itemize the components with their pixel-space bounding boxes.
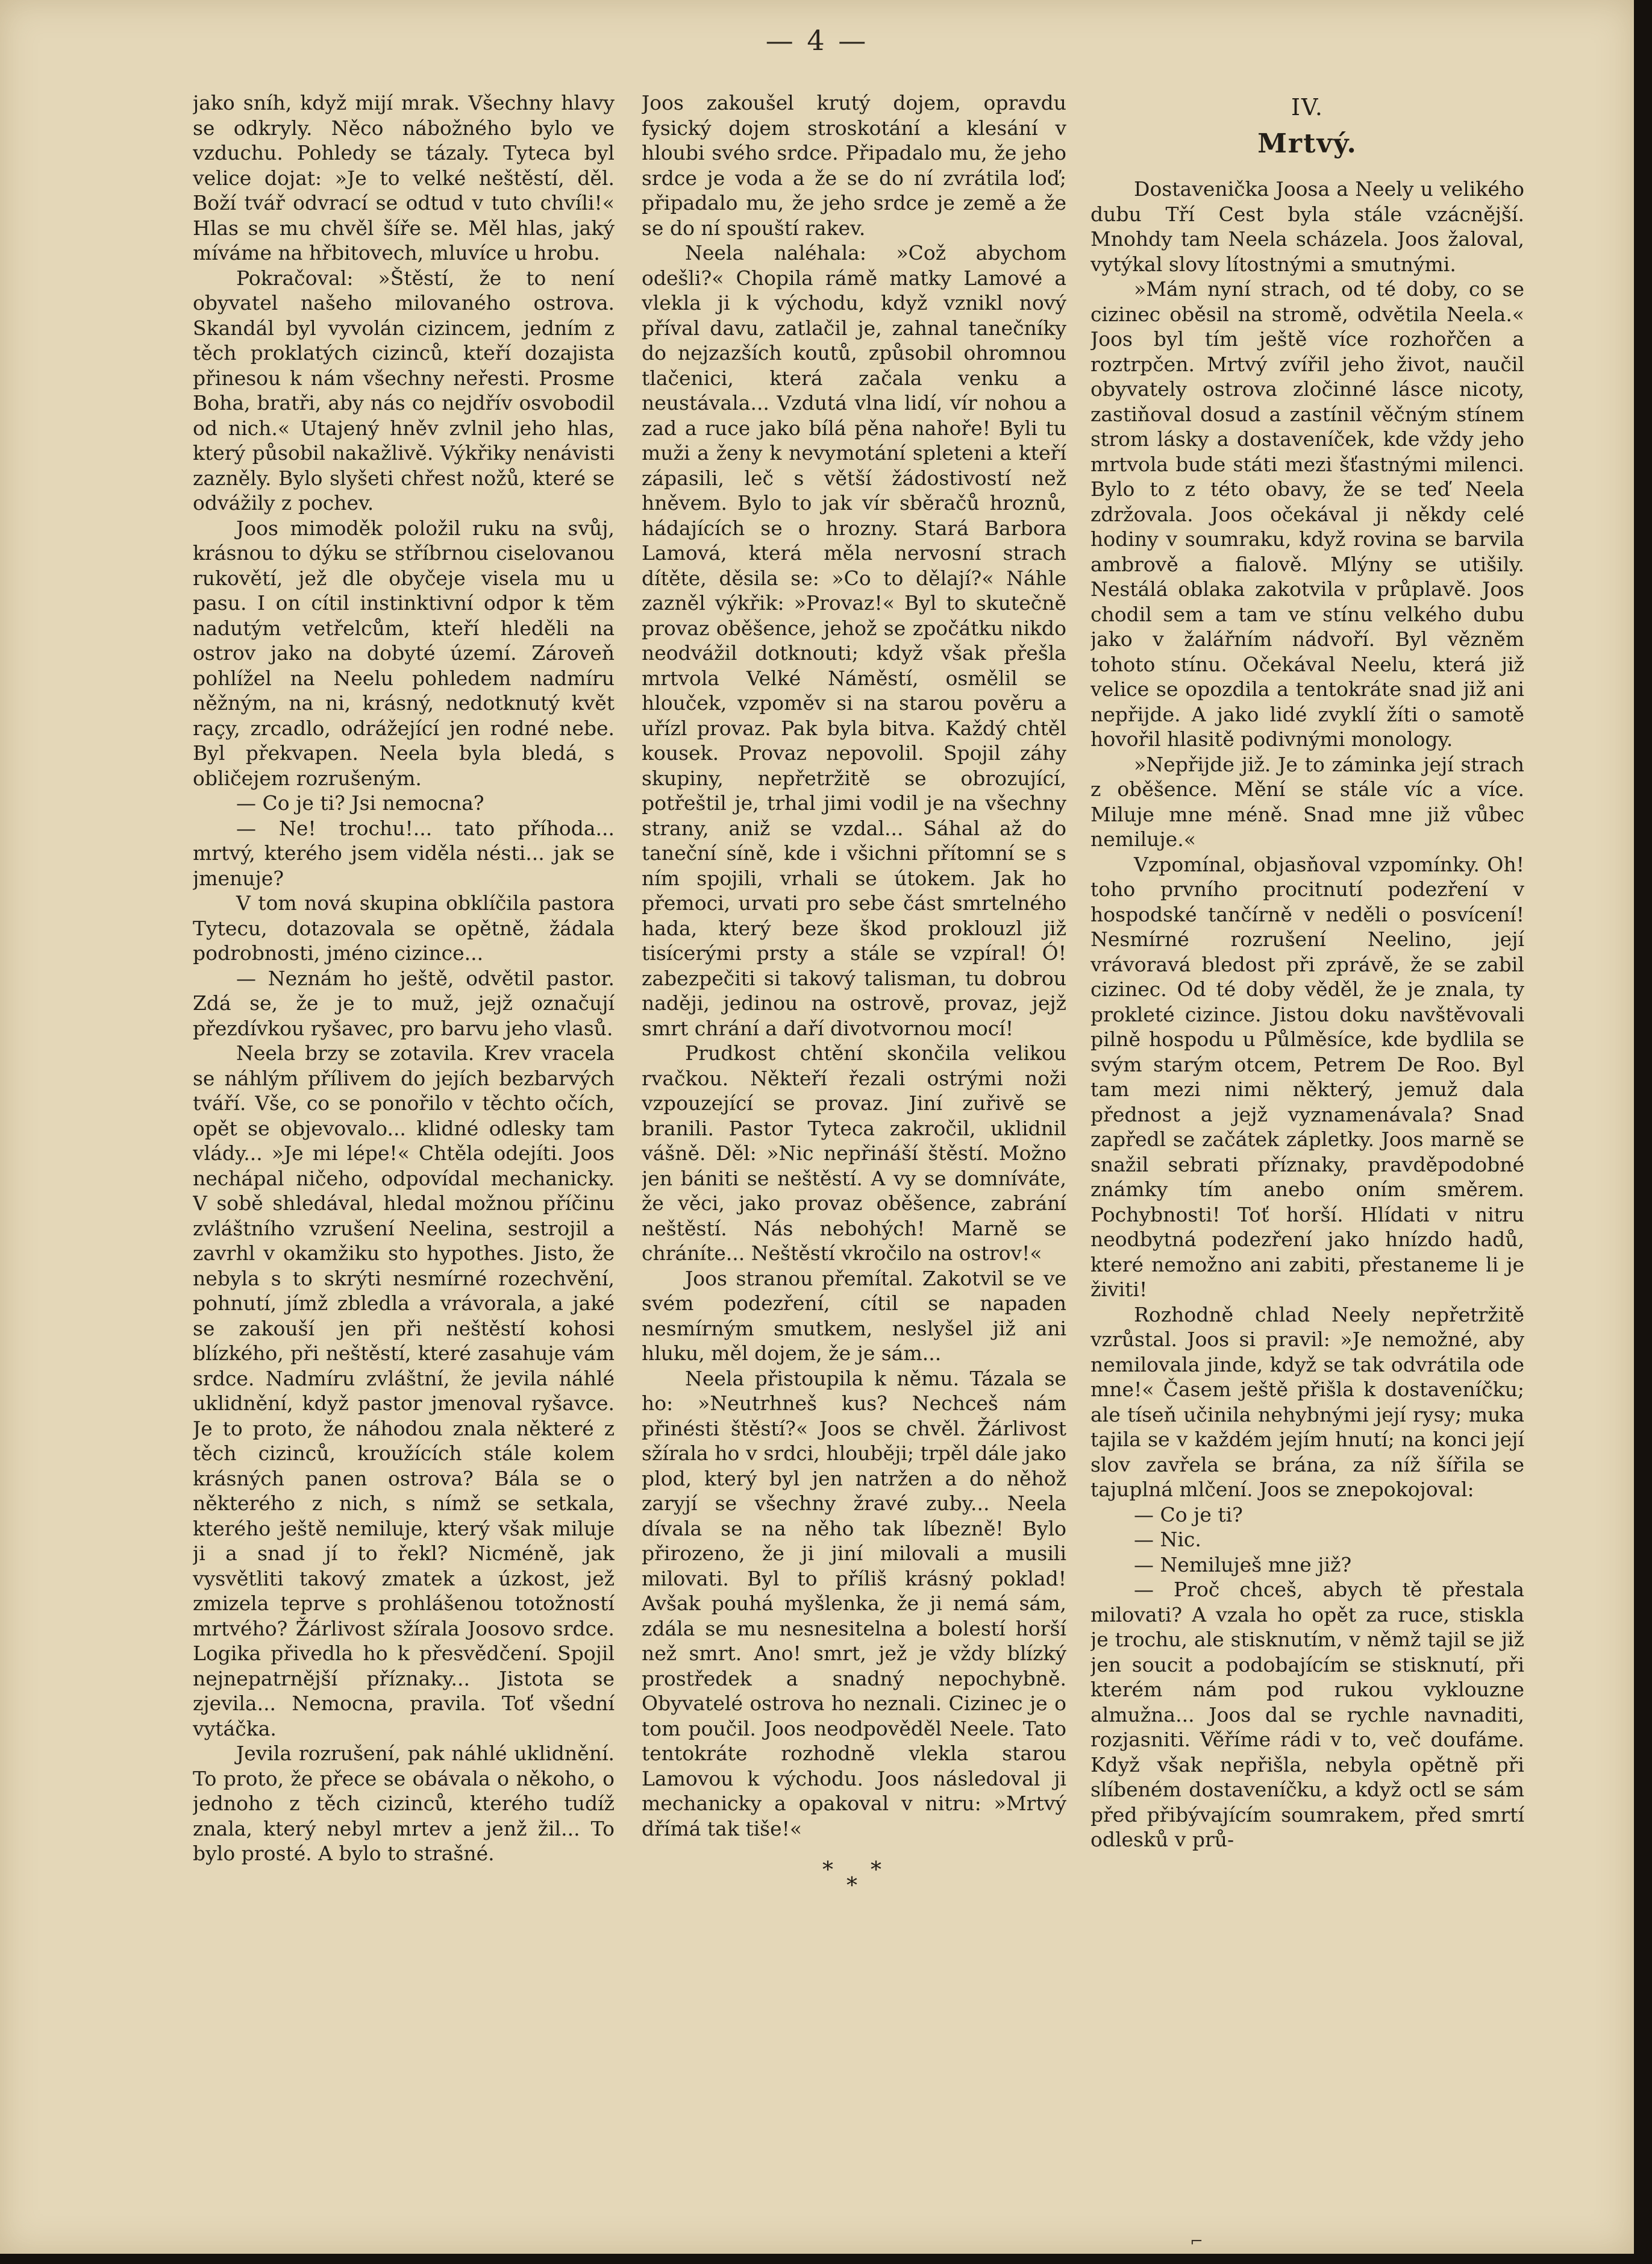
paragraph: Pokračoval: »Štěstí, že to není obyvatel našeho milovaného ostrova. Skandál byl vyvolán cizincem, jedním z těch proklatých cizinců, kteří dozajista přinesou k nám všechny neřesti. Prosme Boha, bratři, aby nás co nejdřív osvobodil od nich.« Utajený hněv zvlnil jeho hlas, který působil nakažlivě. Výkřiky nenávisti zazněly. Bylo slyšeti chřest nožů, které se odvážily z pochev. (193, 266, 615, 515)
scan-edge-bottom (0, 2254, 1652, 2264)
text-column-2 (642, 90, 1066, 2163)
paragraph: Rozhodně chlad Neely nepřetržitě vzrůstal. Joos si pravil: »Je nemožné, aby nemilovala jinde, když se tak odvrátila ode mne!« Časem ještě přišla k dostaveníčku; ale tíseň učinila nehybnými její rysy; muka tajila se v každém jejím hnutí; na konci její slov zavřela se brána, za níž šířila se tajuplná mlčení. Joos se znepokojoval: (1090, 1302, 1524, 1501)
paragraph: Vzpomínal, objasňoval vzpomínky. Oh! toho prvního procitnutí podezření v hospodské tančírně v neděli o posvícení! Nesmírné rozrušení Neelino, její vrávoravá bledost při zprávě, že se zabil cizinec. Od té doby věděl, že je znala, ty prokleté cizince. Jistou doku navštěvovali pilně hospodu u Půlměsíce, kde bydlila se svým starým otcem, Petrem De Roo. Byl tam mezi nimi některý, jemuž dala přednost a jejž vyznamenávala? Snad zapředl se začátek zápletky. Joos marně se snažil sebrati příznaky, pravděpodobné známky tím anebo oním směrem. Pochybnosti! Toť horší. Hlídati v nitru neodbytná podezření jako hnízdo hadů, které nemožno ani zabiti, přestaneme li je živiti! (1090, 852, 1524, 1301)
paragraph: »Mám nyní strach, od té doby, co se cizinec oběsil na stromě, odvětila Neela.« Joos byl tím ještě více rozhořčen a roztrpčen. Mrtvý zvířil jeho život, naučil obyvately ostrova zločinné lásce nicoty, zastiňoval dosud a zastínil věčným stínem strom lásky a dostaveníček, kde vždy jeho mrtvola bude státi mezi šťastnými milenci. Bylo to z této obavy, že se teď Neela zdržovala. Joos očekával ji někdy celé hodiny v soumraku, když rovina se barvila ambrově a fialově. Mlýny se utišily. Nestálá oblaka zakotvila v průplavě. Joos chodil sem a tam ve stínu velkého dubu jako v žalářním nádvoří. Byl vězněm tohoto stínu. Očekával Neelu, která již velice se opozdila a tentokráte snad již ani nepřijde. A jako lidé zvyklí žíti o samotě hovořil hlasitě podivnými monology. (1090, 277, 1524, 751)
dialogue-line: — Ne! trochu!... tato příhoda... mrtvý, kterého jsem viděla nésti... jak se jmenuje? (193, 816, 615, 890)
section-separator (642, 1858, 1066, 1906)
asterisk-ornament: * (871, 1858, 881, 1883)
paragraph: »Nepřijde již. Je to záminka její strach z oběšence. Mění se stále víc a více. Miluje mne méně. Snad mne již vůbec nemiluje.« (1090, 752, 1524, 851)
paragraph: Joos zakoušel krutý dojem, opravdu fysický dojem stroskotání a klesání v hloubi svého srdce. Připadalo mu, že jeho srdce je voda a že se do ní zvrátila loď; připadalo mu, že jeho srdce je země a že se do ní spouští rakev. (642, 91, 1066, 240)
paragraph: Prudkost chtění skončila velikou rvačkou. Někteří řezali ostrými noži vzpouzející se provaz. Jiní zuřivě se branili. Pastor Tyteca zakročil, uklidnil vášně. Děl: »Nic nepřináší štěstí. Možno jen bániti se neštěstí. A vy se domníváte, že věci, jako provaz oběšence, zabrání neštěstí. Nás nebohých! Marně se chráníte... Neštěstí vkročilo na ostrov!« (642, 1041, 1066, 1265)
asterisk-ornament: * (822, 1858, 833, 1883)
dialogue-line: — Nemiluješ mne již? (1134, 1552, 1352, 1576)
text-column-3 (1090, 90, 1524, 2163)
paragraph: — Proč chceš, abych tě přestala milovati? A vzala ho opět za ruce, stiskla je trochu, ale stisknutím, v němž tajil se již jen soucit a podobajícím se stisknutí, při kterém nám pod rukou vyklouzne almužna... Joos dal se rychle navnaditi, rozjasniti. Věříme rádi v to, več doufáme. Když však nepřišla, nebyla opětně při slíbeném dostaveníčku, a když octl se sám před přibývajícím soumrakem, před smrtí odlesků v prů- (1090, 1578, 1524, 1851)
chapter-title: Mrtvý. (1257, 128, 1357, 159)
asterisk-ornament: * (846, 1874, 857, 1898)
paragraph: Dostavenička Joosa a Neely u velikého dubu Tří Cest byla stále vzácnější. Mnohdy tam Neela scházela. Joos žaloval, vytýkal slovy lítostnými a smutnými. (1090, 177, 1524, 276)
paragraph: Jevila rozrušení, pak náhlé uklidnění. To proto, že přece se obávala o někoho, o jednoho z těch cizinců, kterého tudíž znala, který nebyl mrtev a jenž žil... To bylo prosté. A bylo to strašné. (193, 1742, 615, 1865)
paragraph: V tom nová skupina obklíčila pastora Tytecu, dotazovala se opětně, žádala podrobnosti, jméno cizince... (193, 891, 615, 965)
chapter-number: IV. (1291, 94, 1324, 121)
dialogue-line: — Neznám ho ještě, odvětil pastor. Zdá se, že je to muž, jejž označují přezdívkou ryšavec, pro barvu jeho vlasů. (193, 966, 615, 1040)
paragraph: Joos stranou přemítal. Zakotvil se ve svém podezření, cítil se napaden nesmírným smutkem, neslyšel již ani hluku, měl dojem, že je sám... (642, 1266, 1066, 1365)
text-column-1 (193, 90, 615, 2163)
paragraph: jako sníh, když mijí mrak. Všechny hlavy se odkryly. Něco nábožného bylo ve vzduchu. Pohledy se tázaly. Tyteca byl velice dojat: »Je to velké neštěstí, děl. Boží tvář odvrací se odtud v tuto chvíli!« Hlas se mu chvěl šíře se. Měl hlas, jaký míváme na hřbitovech, mluvíce u hrobu. (193, 91, 615, 265)
paragraph: Joos mimoděk položil ruku na svůj, krásnou to dýku se stříbrnou ciselovanou rukovětí, jež dle obyčeje visela mu u pasu. I on cítil instinktivní odpor k těm nadutým vetřelcům, kteří hleděli na ostrov jako na dobyté území. Zároveň pohlížel na Neelu pohledem nadmíru něžným, na ni, krásný, nedotknutý květ raçy, zrcadlo, odrážející jen rodné nebe. Byl překvapen. Neela byla bledá, s obličejem rozrušeným. (193, 516, 615, 790)
paragraph: Neela brzy se zotavila. Krev vracela se náhlým přílivem do jejích bezbarvých tváří. Vše, co se ponořilo v těchto očích, opět se objevovalo... klidné odlesky tam vlády... »Je mi lépe!« Chtěla odejíti. Joos nechápal ničeho, odpovídal mechanicky. V sobě shledával, hledal možnou příčinu zvláštního vzrušení Neelina, sestrojil a zavrhl v okamžiku sto hypothes. Jisto, že nebyla s to skrýti nesmírné rozechvění, pohnutí, jímž zbledla a vrávorala, a jaké se zakouší jen při neštěstí kohosi blízkého, při neštěstí, které zasahuje vám srdce. Nadmíru zvláštní, že jevila náhlé uklidnění, když pastor jmenoval ryšavce. Je to proto, že náhodou znala některé z těch cizinců, kroužících stále kolem krásných panen ostrova? Bála se o některého z nich, s nímž se setkala, kterého ještě nemiluje, který však miluje ji a snad jí to řekl? Nicméně, jak vysvětliti takový zmatek a úzkost, jež zmizela teprve s prohlášenou totožností mrtvého? Žárlivost sžírala Joosovo srdce. Logika přivedla ho k přesvědčení. Spojil nejnepatrnější příznaky... Jistota se zjevila... Nemocna, pravila. Toť všední vytáčka. (193, 1041, 615, 1740)
dialogue-line: — Nic. (1134, 1528, 1201, 1551)
dialogue-line: — Co je ti? Jsi nemocna? (236, 791, 484, 815)
paragraph: Neela přistoupila k němu. Tázala se ho: »Neutrhneš kus? Nechceš nám přinésti štěstí?« Joos se chvěl. Žárlivost sžírala ho v srdci, hlouběji; trpěl dále jako plod, který byl jen natržen a do něhož zaryjí se všechny žravé zuby... Neela dívala se na něho tak líbezně! Bylo přirozeno, že ji jiní milovali a musili milovati. Byl to příliš krásný poklad! Avšak pouhá myšlenka, že ji nemá sám, zdála se mu nesnesitelna a bolestí horší než smrt. Ano! smrt, jež je vždy blízký prostředek a snadný nepochybně. Obyvatelé ostrova ho neznali. Cizinec je o tom poučil. Joos neodpověděl Neele. Tato tentokráte rozhodně vlekla starou Lamovou k východu. Joos následoval ji mechanicky a opakoval v nitru: »Mrtvý dřímá tak tiše!« (642, 1366, 1066, 1840)
paragraph: Neela naléhala: »Což abychom odešli?« Chopila rámě matky Lamové a vlekla ji k východu, když vznikl nový příval davu, zatlačil je, zahnal tanečníky do nejzazších koutů, způsobil ohromnou tlačenici, která začala venku a neustávala... Vzdutá vlna lidí, vír nohou a zad a ruce jako bílá pěna nahoře! Byli tu muži a ženy k nevymotání spleteni a kteří zápasili, leč s větší žádostivostí než hněvem. Bylo to jak vír sběračů hroznů, hádajících se o hrozny. Stará Barbora Lamová, která měla nervosní strach dítěte, děsila se: »Co to dělají?« Náhle zazněl výkřik: »Provaz!« Byl to skutečně provaz oběšence, jehož se zpočátku nikdo neodvážil dotknouti; když však přešla mrtvola Velké Náměstí, osmělil se hlouček, vzpoměv si na starou pověru a uřízl provaz. Pak byla bitva. Každý chtěl kousek. Provaz nepovolil. Spojil záhy skupiny, nepřetržitě se obrozující, potřeštil je, trhal jimi vodil je na všechny strany, aniž se vzdal... Sáhal až do taneční síně, kde i všichni přítomní se s ním spojili, vrhali se útokem. Jak ho přemoci, urvati pro sebe část smrtelného hada, který beze škod proklouzl již tisícerými prsty a stále se vzpíral! Ó! zabezpečiti si takový talisman, tu dobrou naději, jedinou na ostrově, provaz, jejž smrt chrání a daří divotvornou mocí! (642, 241, 1066, 1040)
print-mark-icon: ⌐ (1190, 2233, 1203, 2251)
page-number: — 4 — (765, 24, 869, 57)
dialogue-line: — Co je ti? (1134, 1502, 1243, 1526)
scan-edge-right (1634, 0, 1652, 2264)
